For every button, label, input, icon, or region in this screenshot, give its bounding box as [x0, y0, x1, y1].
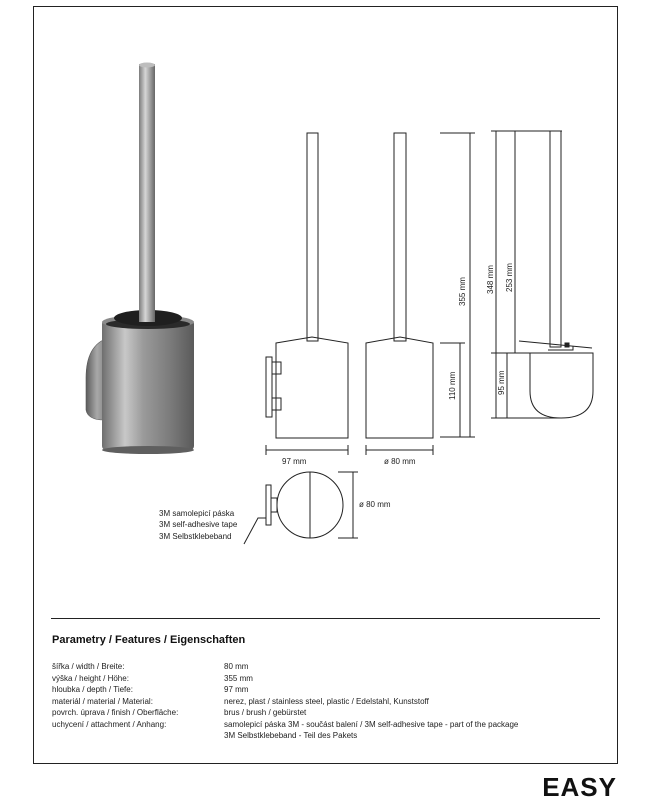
- spec-value: samolepicí páska 3M - součást balení / 3M self-adhesive tape - part of the package 3M Selbstklebeband - Teil des Pakets: [224, 719, 519, 740]
- spec-row-depth: [52, 684, 518, 696]
- spec-label: výška / height / Höhe:: [52, 673, 129, 683]
- dim-width-front: 97 mm: [282, 457, 307, 466]
- spec-row-finish: [52, 707, 518, 719]
- spec-row-material: [52, 696, 518, 708]
- spec-value: 355 mm: [224, 673, 253, 683]
- spec-value: 80 mm: [224, 662, 249, 671]
- spec-value: nerez, plast / stainless steel, plastic / Edelstahl, Kunststoff: [224, 696, 429, 706]
- product-photo: [86, 63, 194, 455]
- top-view: [244, 472, 358, 544]
- tape-callout-de: 3M Selbstklebeband: [159, 532, 232, 541]
- dim-diameter-top: ø 80 mm: [359, 500, 391, 509]
- spec-label: šířka / width / Breite:: [52, 662, 125, 671]
- spec-label: uchycení / attachment / Anhang:: [52, 719, 167, 729]
- dim-section-total: 348 mm: [486, 265, 495, 294]
- dim-section-cup: 95 mm: [497, 370, 506, 395]
- spec-table: [52, 661, 518, 742]
- spec-label: povrch. úprava / finish / Oberfläche:: [52, 708, 179, 717]
- spec-label: materiál / material / Material:: [52, 696, 153, 706]
- spec-value: 97 mm: [224, 685, 249, 694]
- dim-diameter-side: ø 80 mm: [384, 457, 416, 466]
- section-divider: [51, 618, 600, 619]
- dim-cup-height: 110 mm: [448, 371, 457, 400]
- spec-row-attachment: [52, 719, 518, 742]
- features-title: Parametry / Features / Eigenschaften: [52, 634, 246, 646]
- front-view: [266, 133, 348, 455]
- spec-row-width: [52, 661, 518, 673]
- spec-row-height: [52, 673, 518, 685]
- brand-logo: EASY: [542, 772, 617, 802]
- tape-callout: [159, 509, 238, 541]
- tape-callout-cz: 3M samolepicí páska: [159, 509, 235, 518]
- spec-label: hloubka / depth / Tiefe:: [52, 685, 133, 694]
- dim-total-height: 355 mm: [458, 277, 467, 306]
- tape-callout-en: 3M self-adhesive tape: [159, 520, 238, 529]
- dim-section-rod: 253 mm: [505, 263, 514, 292]
- spec-value: brus / brush / gebürstet: [224, 708, 307, 717]
